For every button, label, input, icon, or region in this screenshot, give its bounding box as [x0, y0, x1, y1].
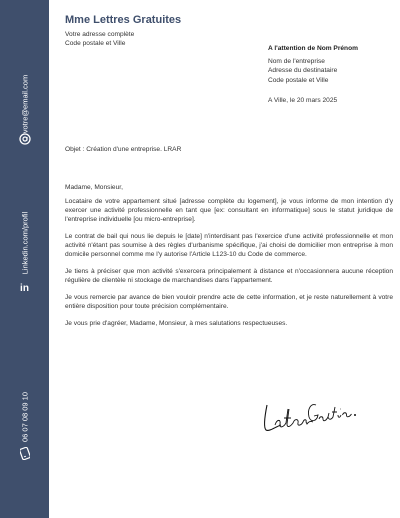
sidebar: [0, 0, 49, 518]
paragraph: Locataire de votre appartement situé [adresse complète du logement], je vous informe de mon intention d'y exercer une activité professionnelle en tant que [ex: consultant en informatique] sous le statut juridique de l'entreprise individuelle [ou micro-entreprise].: [65, 198, 393, 224]
recipient-attention: A l'attention de Nom Prénom: [268, 45, 358, 52]
linkedin-text: Linkedin.com/profil: [20, 211, 29, 274]
sidebar-phone: [0, 388, 49, 446]
recipient-company: Nom de l'entreprise: [268, 58, 325, 66]
at-icon: [19, 132, 31, 150]
sender-address-line: Votre adresse complète: [65, 31, 135, 38]
paragraph: Je vous remercie par avance de bien vouloir prendre acte de cette information, et je reste naturellement à votre entière disposition pour toute précision complémentaire.: [65, 293, 393, 311]
recipient-city: Code postale et Ville: [268, 76, 329, 84]
linkedin-icon: in: [20, 283, 29, 294]
paragraph: Je vous prie d'agréer, Madame, Monsieur, à mes salutations respectueuses.: [65, 319, 288, 327]
date-line: A Ville, le 20 mars 2025: [268, 97, 338, 104]
recipient-block: [268, 44, 358, 85]
sender-address: [65, 30, 134, 48]
email-text: votre@email.com: [20, 74, 29, 134]
letter-body: [65, 197, 393, 335]
sender-city-line: Code postale et Ville: [65, 40, 126, 48]
signature: [261, 397, 361, 437]
sidebar-linkedin: [0, 205, 49, 280]
greeting: Madame, Monsieur,: [65, 184, 123, 191]
phone-text: 06 07 08 09 10: [20, 391, 29, 443]
paragraph: Le contrat de bail qui nous lie depuis le [date] n'interdisant pas l'exercice d'une activité professionnelle et mon activité n'étant pas soumise à des règles d'urbanisme spécifique, j'ai choisi de domicilier mon entreprise à mon domicile personnel comme me l'y autorise l'Article L123-10 du Code de commerce.: [65, 233, 393, 259]
phone-icon: [20, 447, 30, 465]
letter: [65, 0, 393, 518]
paragraph: Je tiens à préciser que mon activité s'exercera principalement à distance et n'occasionnera aucune réception régulière de clientèle ni stockage de marchandises dans l'appartement.: [65, 268, 393, 285]
recipient-address: Adresse du destinataire: [268, 67, 338, 75]
subject-line: Objet : Création d'une entreprise. LRAR: [65, 146, 182, 153]
sender-name: Mme Lettres Gratuites: [65, 14, 182, 26]
